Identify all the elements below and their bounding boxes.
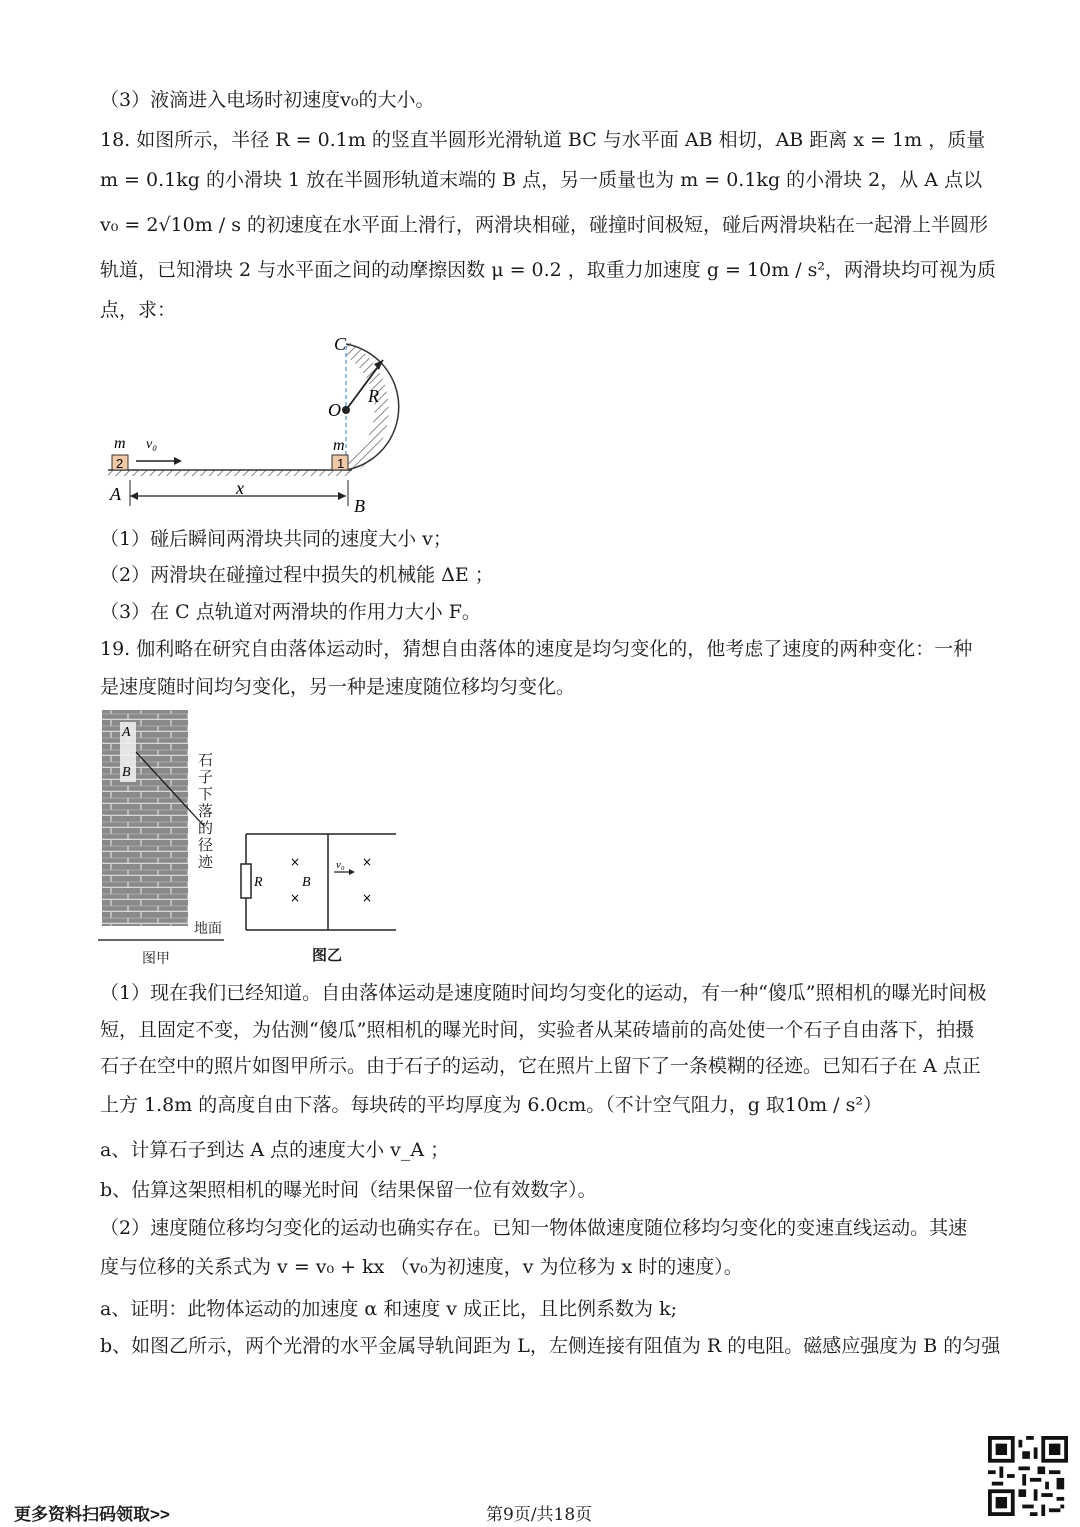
q18-stem-line3: v₀ = 2√10m / s 的初速度在水平面上滑行，两滑块相碰，碰撞时间极短，碰后两滑块粘在一起滑上半圆形 xyxy=(100,214,989,236)
q18-figure xyxy=(100,330,440,520)
rod-velocity-arrowhead xyxy=(349,869,355,875)
label-B-field: B xyxy=(302,875,311,890)
caption-char: 下 xyxy=(198,785,214,803)
path-caption xyxy=(198,752,216,871)
q18-question3: （3）在 C 点轨道对两滑块的作用力大小 F。 xyxy=(100,601,481,623)
q19-part2-b: b、如图乙所示，两个光滑的水平金属导轨间距为 L，左侧连接有阻值为 R 的电阻。磁感应强度为 B 的匀强 xyxy=(100,1335,1001,1357)
label-R: R xyxy=(368,386,379,406)
velocity-arrowhead xyxy=(174,457,182,465)
label-v0: v₀ xyxy=(146,437,158,452)
page-number: 第9页/共18页 xyxy=(486,1505,593,1525)
q18-question2: （2）两滑块在碰撞过程中损失的机械能 ΔE ； xyxy=(100,564,494,586)
caption-jia: 图甲 xyxy=(142,951,170,967)
label-m-left: m xyxy=(114,435,126,452)
caption-char: 径 xyxy=(198,836,214,854)
q19-part2-line1: （2）速度随位移均匀变化的运动也确实存在。已知一物体做速度随位移均匀变化的变速直线运动。其速 xyxy=(100,1217,968,1239)
label-R-yi: R xyxy=(254,875,263,890)
caption-char: 落 xyxy=(198,802,214,820)
q19-part1-a: a、计算石子到达 A 点的速度大小 v_A ； xyxy=(100,1139,450,1161)
resistor xyxy=(241,864,251,898)
ground-label: 地面 xyxy=(194,921,222,937)
q19-part1-line2: 短，且固定不变，为估测“傻瓜”照相机的曝光时间，实验者从某砖墙前的高处使一个石子自由落下，拍摄 xyxy=(100,1019,975,1041)
q18-stem-line2: m = 0.1kg 的小滑块 1 放在半圆形轨道末端的 B 点，另一质量也为 m = 0.1kg 的小滑块 2，从 A 点以 xyxy=(100,169,983,191)
q19-part2-a: a、证明：此物体运动的加速度 α 和速度 v 成正比，且比例系数为 k; xyxy=(100,1298,678,1320)
q19-part1-line1: （1）现在我们已经知道。自由落体运动是速度随时间均匀变化的运动，有一种“傻瓜”照相机的曝光时间极 xyxy=(100,982,987,1004)
q18-stem-line4: 轨道，已知滑块 2 与水平面之间的动摩擦因数 μ = 0.2 ，取重力加速度 g = 10m / s²，两滑块均可视为质 xyxy=(100,259,997,281)
brick-wall-photo xyxy=(102,710,188,926)
block-1-label: 1 xyxy=(337,456,345,471)
label-O: O xyxy=(328,400,341,420)
q18-question1: （1）碰后瞬间两滑块共同的速度大小 v； xyxy=(100,528,452,550)
caption-char: 迹 xyxy=(198,853,214,871)
q19-part2-line2: 度与位移的关系式为 v = v₀ + kx （v₀为初速度，v 为位移为 x 时的速度）。 xyxy=(100,1256,743,1278)
footer-more-resources[interactable]: 更多资料扫码领取>> xyxy=(14,1505,170,1524)
q19-stem-line2: 是速度随时间均匀变化，另一种是速度随位移均匀变化。 xyxy=(100,676,576,698)
distance-arrow-left xyxy=(130,492,138,500)
q19-part1-line3: 石子在空中的照片如图甲所示。由于石子的运动，它在照片上留下了一条模糊的径迹。已知石子在 A 点正 xyxy=(100,1055,981,1077)
caption-char: 的 xyxy=(198,819,214,837)
label-A: A xyxy=(110,484,121,504)
cross-mark: × xyxy=(290,891,301,905)
label-A-photo: A xyxy=(122,725,131,740)
label-v0-yi: v₀ xyxy=(336,859,345,871)
q19-stem-line1: 19. 伽利略在研究自由落体运动时，猜想自由落体的速度是均匀变化的，他考虑了速度的两种变化：一种 xyxy=(100,638,973,660)
q18-stem-line5: 点，求： xyxy=(100,299,177,321)
cross-mark: × xyxy=(290,855,301,869)
label-B: B xyxy=(354,496,365,516)
caption-char: 石 xyxy=(198,751,214,769)
cross-mark: × xyxy=(362,891,373,905)
label-m-right: m xyxy=(333,437,345,454)
label-C: C xyxy=(334,334,347,354)
q19-figure-yi xyxy=(234,826,404,938)
caption-yi: 图乙 xyxy=(312,946,343,964)
q19-part1-line4: 上方 1.8m 的高度自由下落。每块砖的平均厚度为 6.0cm。（不计空气阻力，g 取10m / s²） xyxy=(100,1094,882,1116)
label-B-photo: B xyxy=(122,765,131,780)
block-2-label: 2 xyxy=(116,456,124,471)
caption-char: 子 xyxy=(198,768,214,786)
q17-part3: （3）液滴进入电场时初速度v₀的大小。 xyxy=(100,89,435,111)
q19-part1-b: b、估算这架照相机的曝光时间（结果保留一位有效数字）。 xyxy=(100,1179,597,1201)
distance-arrow-right xyxy=(338,492,346,500)
q18-stem-line1: 18. 如图所示，半径 R = 0.1m 的竖直半圆形光滑轨道 BC 与水平面 AB 相切，AB 距离 x = 1m ，质量 xyxy=(100,129,986,151)
cross-mark: × xyxy=(362,855,373,869)
qr-code[interactable] xyxy=(988,1436,1068,1516)
label-x: x xyxy=(236,478,244,498)
ground-hatch xyxy=(108,470,352,476)
